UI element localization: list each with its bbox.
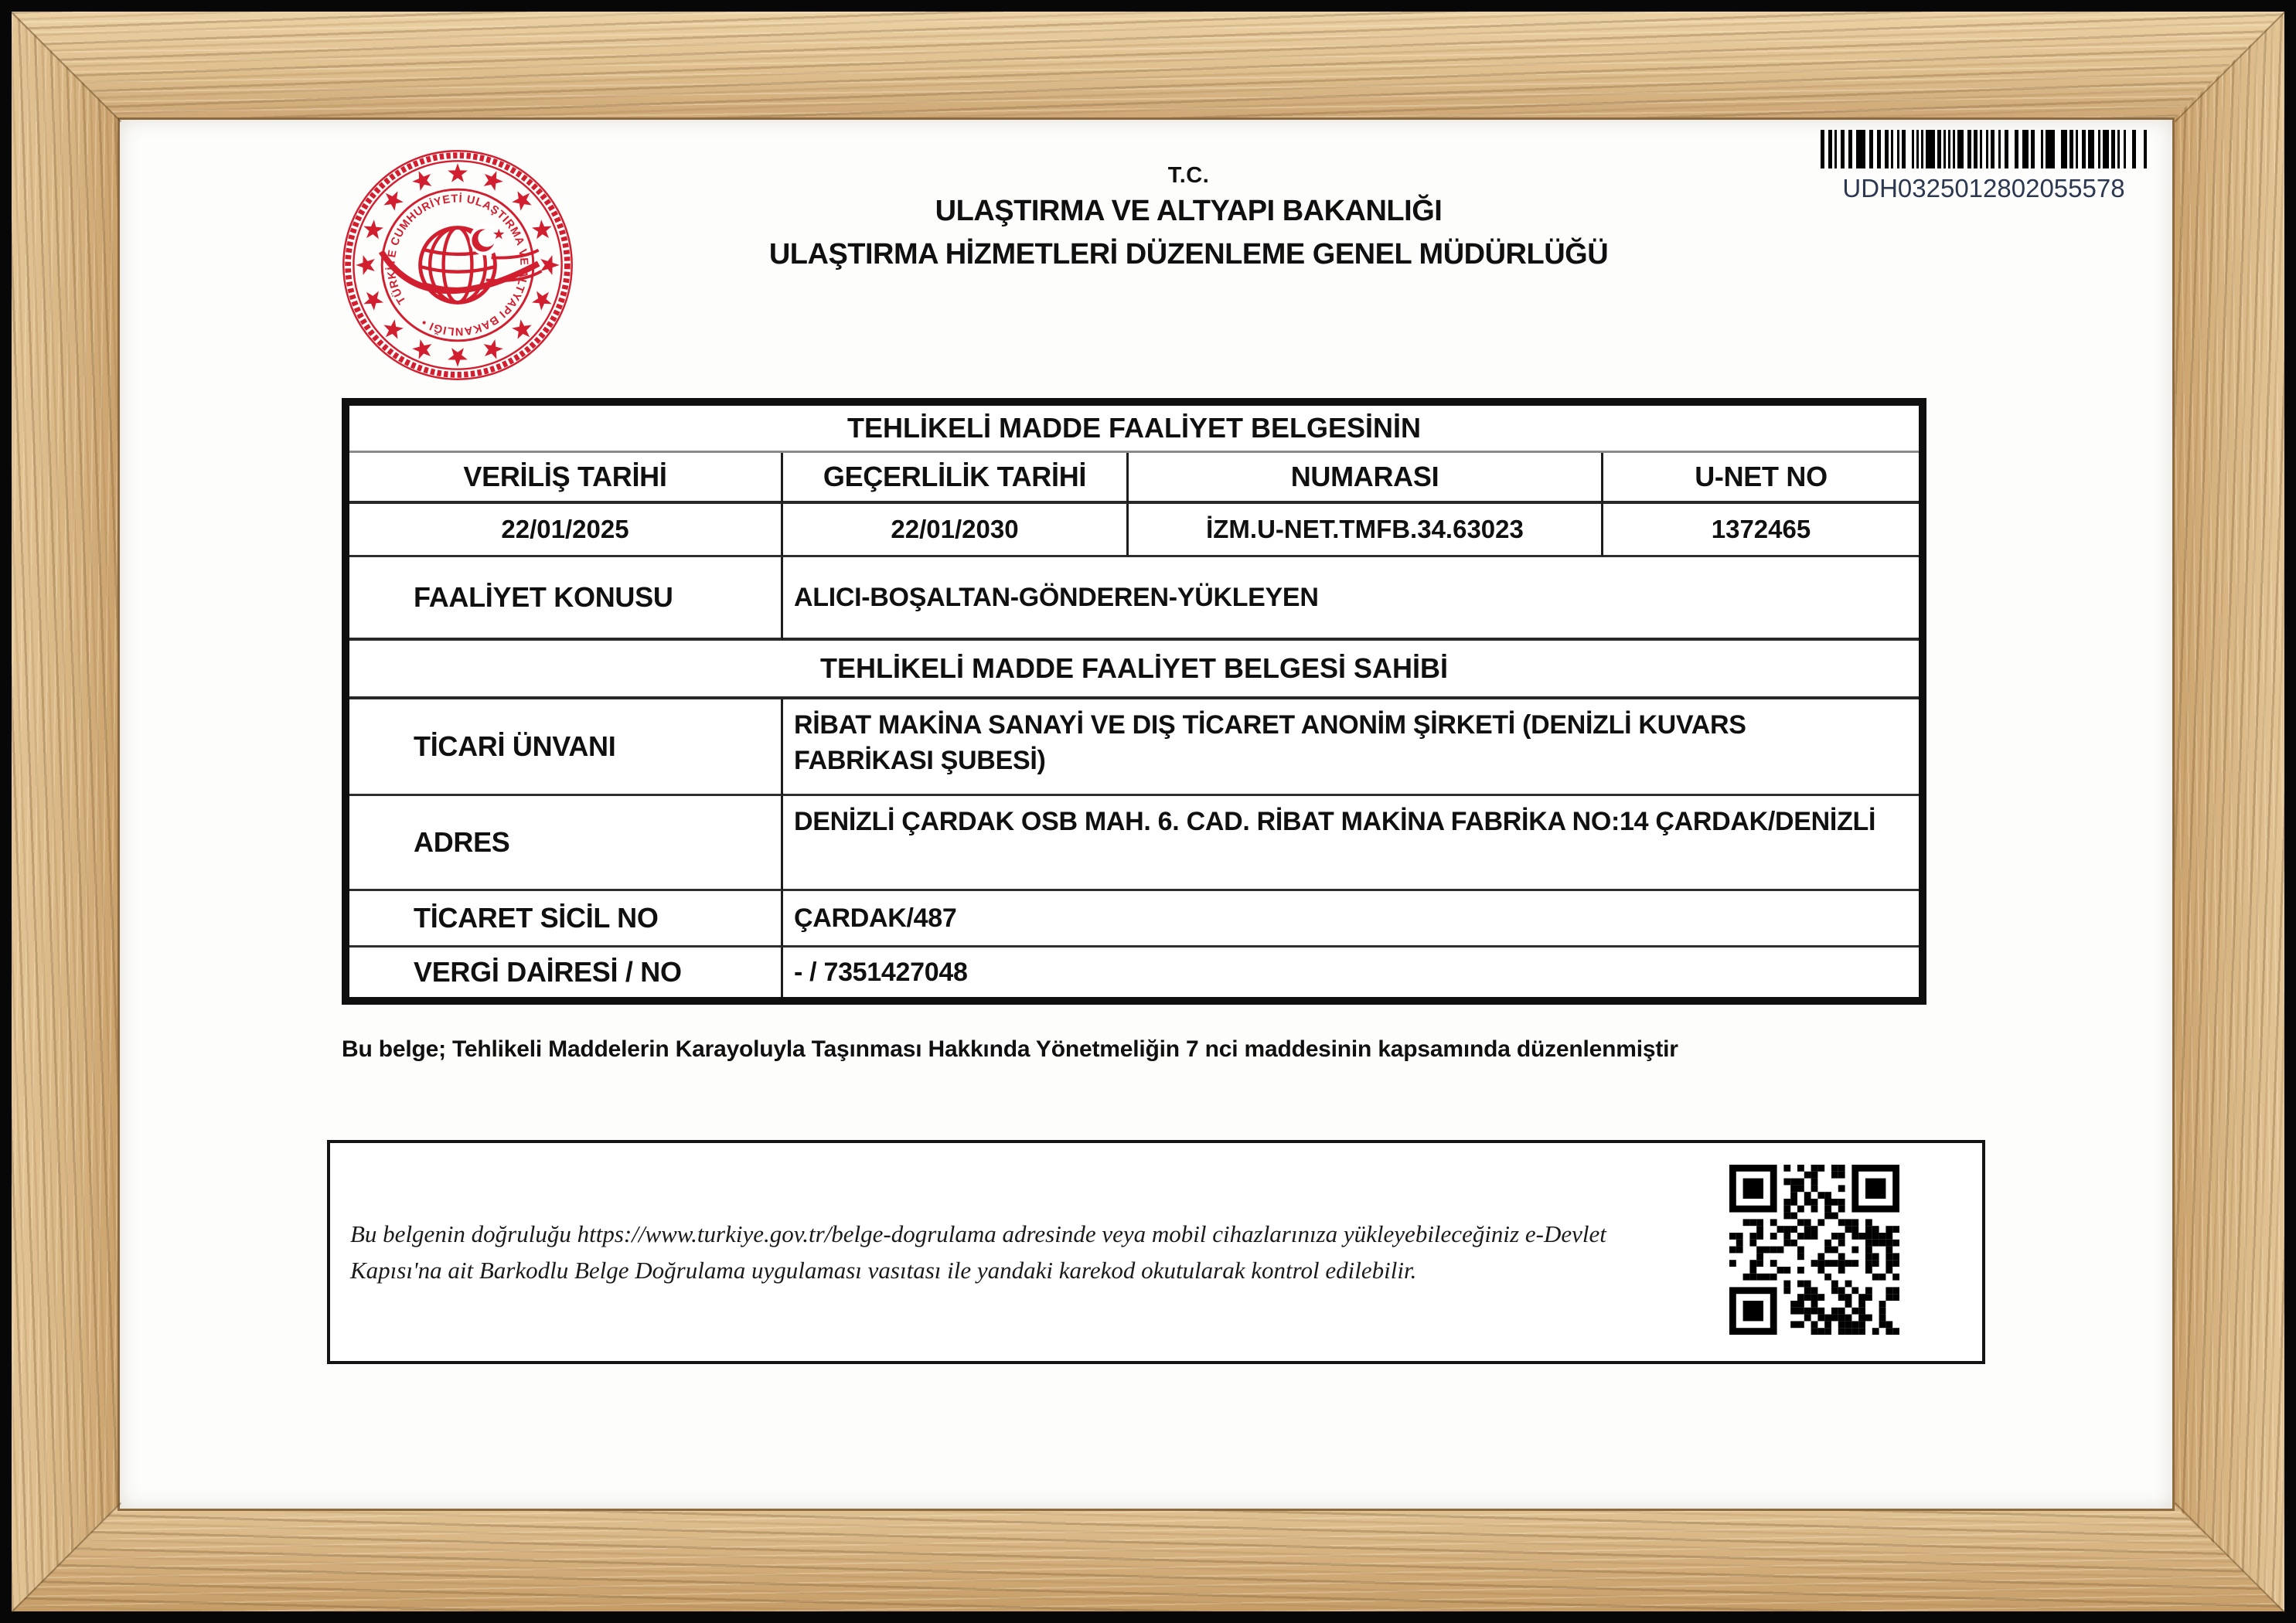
header-republic: T.C. <box>1167 163 1210 188</box>
qr-code <box>1729 1165 1899 1335</box>
verification-box <box>327 1140 1985 1364</box>
certificate-table <box>342 398 1926 1005</box>
seal-ring-text: TÜRKİYE CUMHURİYETİ ULAŞTIRMA VE ALTYAPI BAKANLIĞI • <box>385 192 530 338</box>
col-header-unet-no: U-NET NO <box>1603 453 1919 504</box>
label-tax-office-no: VERGİ DAİRESİ / NO <box>349 948 783 997</box>
regulation-note: Bu belge; Tehlikeli Maddelerin Karayoluyla Taşınması Hakkında Yönetmeliğin 7 nci maddesinin kapsamında düzenlenmiştir <box>342 1036 1678 1062</box>
barcode-block <box>1821 130 2147 203</box>
frame-right-rail <box>2172 12 2284 1611</box>
certificate-document <box>120 120 2172 1509</box>
value-number: İZM.U-NET.TMFB.34.63023 <box>1129 504 1603 557</box>
value-unet-no: 1372465 <box>1603 504 1919 557</box>
label-trade-name: TİCARİ ÜNVANI <box>349 699 783 796</box>
value-issue-date: 22/01/2025 <box>349 504 783 557</box>
value-tax-office-no: - / 7351427048 <box>794 958 968 987</box>
label-activity: FAALİYET KONUSU <box>349 557 783 641</box>
col-header-number: NUMARASI <box>1129 453 1603 504</box>
label-trade-registry-no: TİCARET SİCİL NO <box>349 891 783 948</box>
frame-left-rail <box>12 12 120 1611</box>
value-trade-name: RİBAT MAKİNA SANAYİ VE DIŞ TİCARET ANONİM ŞİRKETİ (DENİZLİ KUVARS FABRİKASI ŞUBESİ) <box>783 699 1919 796</box>
value-address: DENİZLİ ÇARDAK OSB MAH. 6. CAD. RİBAT MAKİNA FABRİKA NO:14 ÇARDAK/DENİZLİ <box>783 796 1919 891</box>
verification-text: Bu belgenin doğruluğu https://www.turkiye.gov.tr/belge-dogrulama adresinde veya mobil cihazlarınıza yükleyebileceğiniz e-Devlet Kapısı'na ait Barkodlu Belge Doğrulama uygulaması vasıtası ile yandaki karekod okutularak kontrol edilebilir. <box>350 1220 1606 1284</box>
owner-section-title: TEHLİKELİ MADDE FAALİYET BELGESİ SAHİBİ <box>349 641 1919 699</box>
label-address: ADRES <box>349 796 783 891</box>
frame-bottom-rail <box>12 1503 2284 1611</box>
wooden-frame <box>12 12 2284 1611</box>
col-header-validity-date: GEÇERLİLİK TARİHİ <box>783 453 1129 504</box>
header-ministry: ULAŞTIRMA VE ALTYAPI BAKANLIĞI <box>935 195 1443 227</box>
barcode-image <box>1821 130 2147 168</box>
value-validity-date: 22/01/2030 <box>783 504 1129 557</box>
barcode-number: UDH0325012802055578 <box>1842 174 2125 202</box>
header-directorate: ULAŞTIRMA HİZMETLERİ DÜZENLEME GENEL MÜDÜRLÜĞÜ <box>768 238 1609 270</box>
value-trade-registry-no: ÇARDAK/487 <box>783 891 1919 948</box>
frame-top-rail <box>12 12 2284 120</box>
value-activity: ALICI-BOŞALTAN-GÖNDEREN-YÜKLEYEN <box>783 557 1919 641</box>
col-header-issue-date: VERİLİŞ TARİHİ <box>349 453 783 504</box>
table-title: TEHLİKELİ MADDE FAALİYET BELGESİNİN <box>349 406 1919 453</box>
